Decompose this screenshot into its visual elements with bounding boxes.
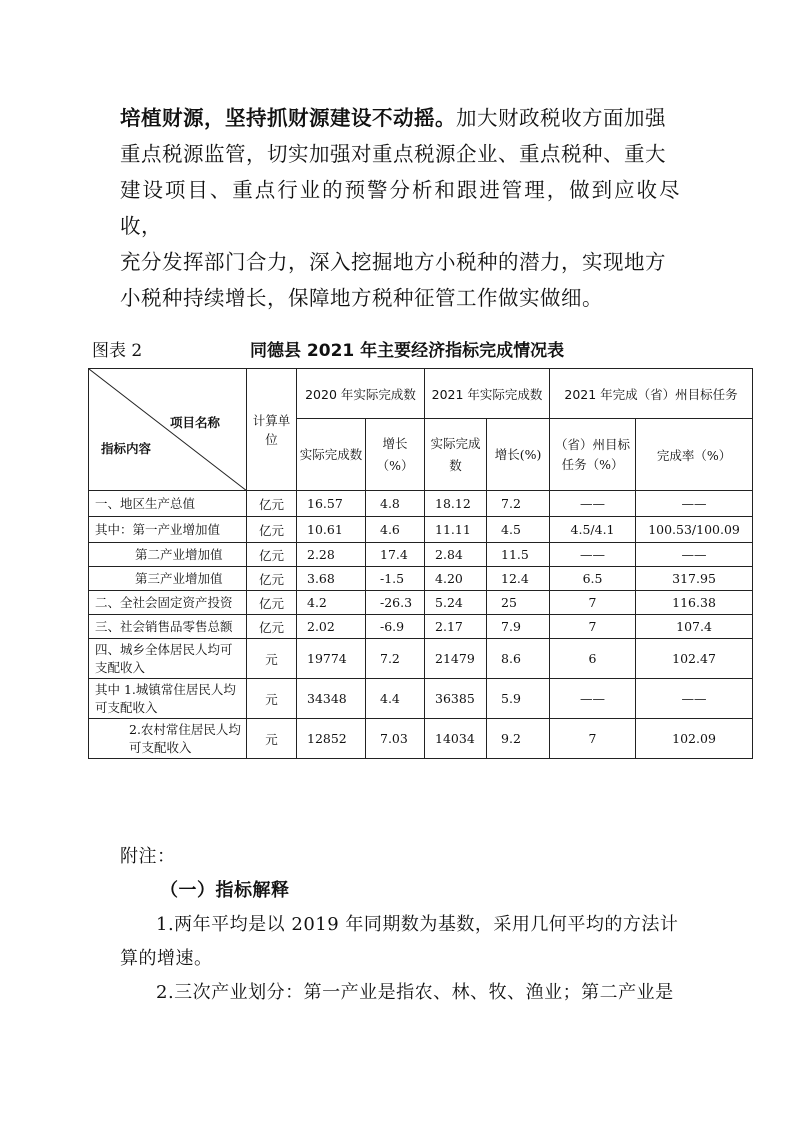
cell-rate: 116.38: [636, 591, 753, 615]
cell-growth-2020: -6.9: [366, 615, 425, 639]
cell-growth-2020: 7.2: [366, 639, 425, 679]
table-row: [89, 615, 753, 639]
subheader-actual-2020: 实际完成数: [297, 419, 366, 491]
row-unit-cell: 亿元: [247, 567, 297, 591]
cell-growth-2021: 4.5: [487, 517, 550, 543]
cell-growth-2020: 4.8: [366, 491, 425, 517]
diagonal-line: [89, 369, 247, 491]
cell-growth-2020: 4.6: [366, 517, 425, 543]
cell-rate: ——: [636, 491, 753, 517]
cell-actual-2020: 16.57: [297, 491, 366, 517]
table-row: [89, 567, 753, 591]
row-unit-cell: 亿元: [247, 491, 297, 517]
cell-actual-2021: 11.11: [425, 517, 487, 543]
cell-actual-2021: 18.12: [425, 491, 487, 517]
cell-target: 7: [550, 615, 636, 639]
cell-actual-2021: 36385: [425, 679, 487, 719]
table-row: [89, 543, 753, 567]
row-name-cell: 第三产业增加值: [89, 567, 247, 591]
header-2020: 2020 年实际完成数: [297, 369, 425, 419]
subheader-target: （省）州目标任务（%）: [550, 419, 636, 491]
table-row: [89, 517, 753, 543]
intro-line-2: 重点税源监管，切实加强对重点税源企业、重点税种、重大: [120, 142, 666, 166]
cell-actual-2020: 2.28: [297, 543, 366, 567]
cell-actual-2020: 3.68: [297, 567, 366, 591]
indicator-table: [88, 368, 753, 759]
row-name-cell: 四、城乡全体居民人均可支配收入: [89, 639, 247, 679]
cell-growth-2021: 12.4: [487, 567, 550, 591]
corner-header-cell: [89, 369, 247, 491]
cell-growth-2021: 8.6: [487, 639, 550, 679]
intro-paragraph: [120, 100, 680, 316]
cell-rate: 107.4: [636, 615, 753, 639]
cell-growth-2021: 9.2: [487, 719, 550, 759]
cell-actual-2020: 34348: [297, 679, 366, 719]
cell-actual-2021: 4.20: [425, 567, 487, 591]
cell-rate: 100.53/100.09: [636, 517, 753, 543]
cell-growth-2020: -26.3: [366, 591, 425, 615]
note-item-2: 2.三次产业划分：第一产业是指农、林、牧、渔业；第二产业是: [156, 982, 674, 1003]
row-name-cell: 2.农村常住居民人均可支配收入: [89, 719, 247, 759]
table-caption: [92, 336, 752, 362]
row-name-cell: 第二产业增加值: [89, 543, 247, 567]
cell-growth-2020: 17.4: [366, 543, 425, 567]
table-title: 同德县 2021 年主要经济指标完成情况表: [250, 341, 565, 361]
row-name-cell: 三、社会销售品零售总额: [89, 615, 247, 639]
cell-target: 7: [550, 591, 636, 615]
row-name-cell: 一、地区生产总值: [89, 491, 247, 517]
cell-growth-2020: 7.03: [366, 719, 425, 759]
cell-growth-2021: 11.5: [487, 543, 550, 567]
row-unit-cell: 亿元: [247, 615, 297, 639]
notes-section-title: （一）指标解释: [160, 880, 290, 901]
cell-actual-2021: 2.84: [425, 543, 487, 567]
intro-line-5: 小税种持续增长，保障地方税种征管工作做实做细。: [120, 286, 603, 310]
cell-growth-2021: 7.2: [487, 491, 550, 517]
subheader-growth-2021: 增长(%): [487, 419, 550, 491]
cell-target: ——: [550, 491, 636, 517]
cell-actual-2020: 19774: [297, 639, 366, 679]
cell-actual-2021: 21479: [425, 639, 487, 679]
cell-actual-2020: 4.2: [297, 591, 366, 615]
row-name-cell: 其中：第一产业增加值: [89, 517, 247, 543]
cell-growth-2020: -1.5: [366, 567, 425, 591]
note-item-1b: 算的增速。: [120, 948, 213, 969]
header-2021: 2021 年实际完成数: [425, 369, 550, 419]
intro-line-4: 充分发挥部门合力，深入挖掘地方小税种的潜力，实现地方: [120, 250, 666, 274]
cell-actual-2020: 2.02: [297, 615, 366, 639]
table-row: [89, 491, 753, 517]
cell-target: 4.5/4.1: [550, 517, 636, 543]
notes-section: [120, 840, 680, 1010]
header-target: 2021 年完成（省）州目标任务: [550, 369, 753, 419]
note-item-1a: 1.两年平均是以 2019 年同期数为基数，采用几何平均的方法计: [156, 914, 679, 935]
table-row: [89, 679, 753, 719]
corner-bottom-label: 指标内容: [101, 441, 152, 456]
subheader-growth-2020: 增长（%）: [366, 419, 425, 491]
notes-heading: 附注：: [120, 846, 176, 867]
row-name-cell: 二、全社会固定资产投资: [89, 591, 247, 615]
row-unit-cell: 亿元: [247, 591, 297, 615]
cell-target: 7: [550, 719, 636, 759]
cell-growth-2021: 7.9: [487, 615, 550, 639]
table-row: [89, 719, 753, 759]
subheader-actual-2021: 实际完成数: [425, 419, 487, 491]
cell-growth-2021: 5.9: [487, 679, 550, 719]
row-name-cell: 其中 1.城镇常住居民人均可支配收入: [89, 679, 247, 719]
table-row: [89, 591, 753, 615]
row-unit-cell: 元: [247, 639, 297, 679]
cell-rate: 102.09: [636, 719, 753, 759]
cell-rate: 317.95: [636, 567, 753, 591]
cell-growth-2021: 25: [487, 591, 550, 615]
cell-rate: ——: [636, 679, 753, 719]
cell-growth-2020: 4.4: [366, 679, 425, 719]
cell-rate: 102.47: [636, 639, 753, 679]
intro-line-1: 加大财政税收方面加强: [456, 106, 666, 130]
row-unit-cell: 亿元: [247, 517, 297, 543]
cell-actual-2021: 14034: [425, 719, 487, 759]
cell-target: ——: [550, 543, 636, 567]
unit-header: 计算单位: [247, 369, 297, 491]
table-row: [89, 639, 753, 679]
corner-top-label: 项目名称: [169, 415, 220, 430]
cell-actual-2021: 5.24: [425, 591, 487, 615]
cell-rate: ——: [636, 543, 753, 567]
intro-line-3: 建设项目、重点行业的预警分析和跟进管理，做到应收尽收，: [120, 178, 680, 238]
cell-target: 6.5: [550, 567, 636, 591]
figure-label: 图表 2: [92, 341, 143, 361]
cell-actual-2020: 12852: [297, 719, 366, 759]
cell-actual-2021: 2.17: [425, 615, 487, 639]
row-unit-cell: 元: [247, 679, 297, 719]
cell-target: ——: [550, 679, 636, 719]
cell-target: 6: [550, 639, 636, 679]
intro-bold-lead: 培植财源，坚持抓财源建设不动摇。: [120, 106, 456, 130]
cell-actual-2020: 10.61: [297, 517, 366, 543]
row-unit-cell: 亿元: [247, 543, 297, 567]
subheader-rate: 完成率（%）: [636, 419, 753, 491]
row-unit-cell: 元: [247, 719, 297, 759]
